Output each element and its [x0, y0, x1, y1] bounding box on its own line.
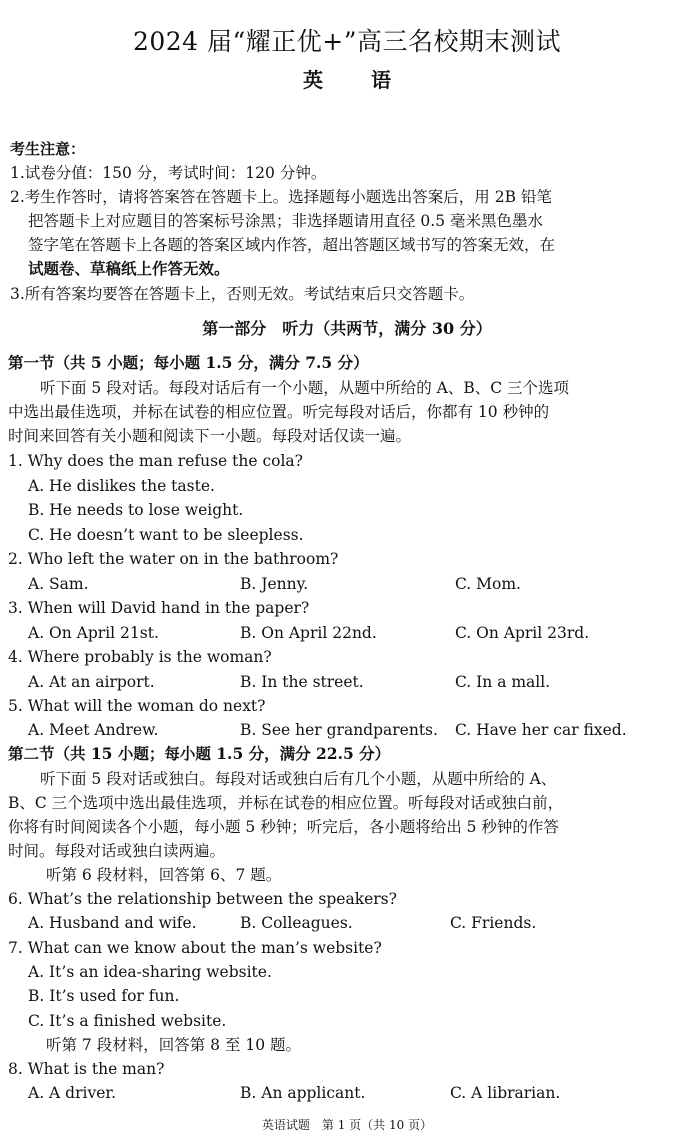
- option-c: C. Friends.: [450, 914, 537, 932]
- option-a: A. It’s an idea-sharing website.: [28, 963, 272, 981]
- question-stem: 2. Who left the water on in the bathroom?: [8, 550, 339, 568]
- option-c: C. He doesn’t want to be sleepless.: [28, 526, 304, 544]
- instruction-line: 中选出最佳选项，并标在试卷的相应位置。听完每段对话后，你都有 10 秒钟的: [8, 403, 550, 421]
- option-b: B. Colleagues.: [240, 914, 353, 932]
- option-c: C. In a mall.: [455, 673, 551, 691]
- subject-char: 语: [371, 68, 391, 92]
- instruction-line: 你将有时间阅读各个小题，每小题 5 秒钟；听完后，各小题将给出 5 秒钟的作答: [8, 818, 559, 836]
- notice-item: 2.考生作答时，请将答案答在答题卡上。选择题每小题选出答案后，用 2B 铅笔: [10, 188, 552, 206]
- subject-title: [0, 64, 694, 93]
- option-b: B. He needs to lose weight.: [28, 501, 244, 519]
- option-b: B. See her grandparents.: [240, 721, 438, 739]
- option-b: B. On April 22nd.: [240, 624, 377, 642]
- option-c: C. On April 23rd.: [455, 624, 590, 642]
- part-title: 第一部分 听力（共两节，满分 30 分）: [202, 319, 492, 338]
- page-title: 2024 届“耀正优+”高三名校期末测试: [132, 27, 562, 56]
- page-footer: 英语试题 第 1 页（共 10 页）: [261, 1118, 433, 1132]
- notice-item: 3.所有答案均要答在答题卡上，否则无效。考试结束后只交答题卡。: [10, 285, 475, 303]
- instruction-line: 时间来回答有关小题和阅读下一小题。每段对话仅读一遍。: [8, 427, 412, 445]
- option-c: C. A librarian.: [450, 1084, 561, 1102]
- option-b: B. It’s used for fun.: [28, 987, 180, 1005]
- question-stem: 8. What is the man?: [8, 1060, 165, 1078]
- instruction-line: 时间。每段对话或独白读两遍。: [8, 842, 226, 860]
- question-stem: 7. What can we know about the man’s website?: [8, 939, 382, 957]
- section-heading: 第一节（共 5 小题；每小题 1.5 分，满分 7.5 分）: [8, 353, 369, 372]
- option-b: B. An applicant.: [240, 1084, 366, 1102]
- option-b: B. In the street.: [240, 673, 364, 691]
- option-a: A. A driver.: [28, 1084, 117, 1102]
- notice-item: 把答题卡上对应题目的答案标号涂黑；非选择题请用直径 0.5 毫米黑色墨水: [28, 212, 544, 230]
- notice-heading: 考生注意：: [10, 140, 86, 158]
- instruction-line: 听下面 5 段对话或独白。每段对话或独白后有几个小题，从题中所给的 A、: [40, 770, 557, 788]
- question-stem: 5. What will the woman do next?: [8, 697, 266, 715]
- option-c: C. Mom.: [455, 575, 521, 593]
- option-a: A. Sam.: [28, 575, 89, 593]
- option-c: C. Have her car fixed.: [455, 721, 627, 739]
- question-stem: 3. When will David hand in the paper?: [8, 599, 310, 617]
- material-note: 听第 7 段材料，回答第 8 至 10 题。: [46, 1036, 302, 1054]
- notice-item: 签字笔在答题卡上各题的答案区域内作答，超出答题区域书写的答案无效，在: [28, 236, 556, 254]
- instruction-line: B、C 三个选项中选出最佳选项，并标在试卷的相应位置。听每段对话或独白前，: [8, 794, 564, 812]
- option-a: A. On April 21st.: [28, 624, 159, 642]
- question-stem: 1. Why does the man refuse the cola?: [8, 452, 303, 470]
- option-c: C. It’s a finished website.: [28, 1012, 227, 1030]
- question-stem: 6. What’s the relationship between the speakers?: [8, 890, 397, 908]
- option-a: A. At an airport.: [28, 673, 155, 691]
- section-heading: 第二节（共 15 小题；每小题 1.5 分，满分 22.5 分）: [8, 744, 391, 763]
- subject-char: 英: [303, 68, 323, 92]
- option-a: A. He dislikes the taste.: [28, 477, 215, 495]
- notice-item: 试题卷、草稿纸上作答无效。: [28, 259, 230, 278]
- option-a: A. Husband and wife.: [28, 914, 197, 932]
- material-note: 听第 6 段材料，回答第 6、7 题。: [46, 866, 282, 884]
- question-stem: 4. Where probably is the woman?: [8, 648, 272, 666]
- instruction-line: 听下面 5 段对话。每段对话后有一个小题，从题中所给的 A、B、C 三个选项: [40, 379, 570, 397]
- option-b: B. Jenny.: [240, 575, 309, 593]
- notice-item: 1.试卷分值：150 分，考试时间：120 分钟。: [10, 164, 327, 182]
- option-a: A. Meet Andrew.: [28, 721, 159, 739]
